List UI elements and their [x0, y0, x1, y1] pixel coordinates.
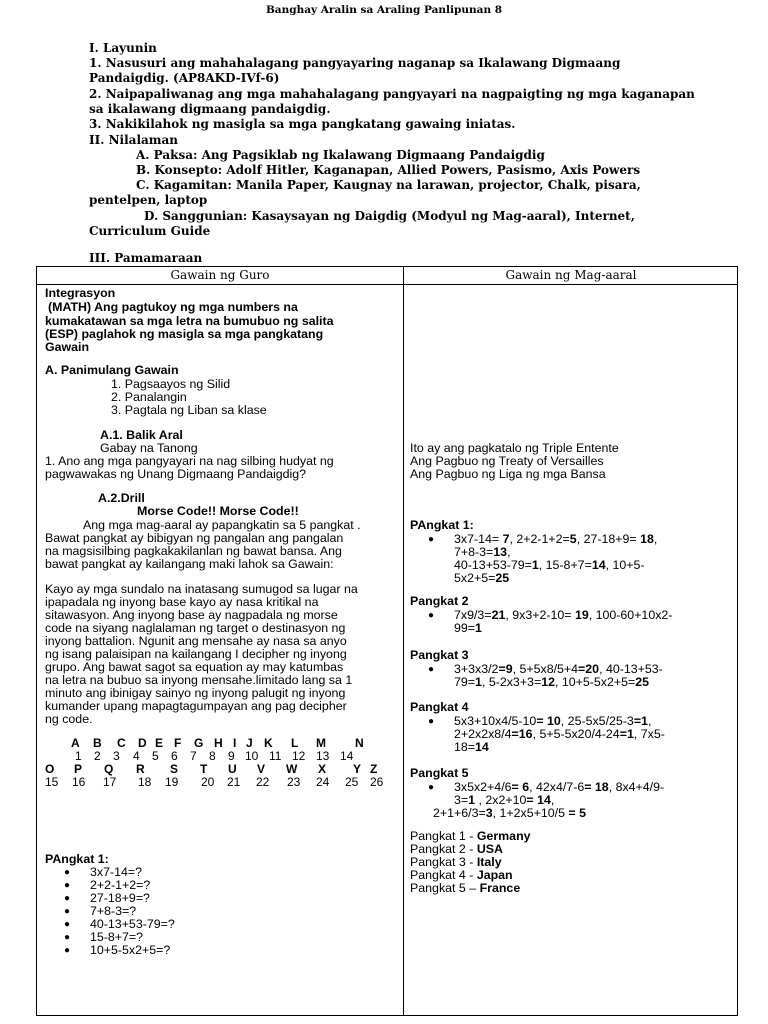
kagamitan-line-2: pentelpen, laptop — [89, 193, 208, 207]
code-letter: G — [194, 736, 204, 750]
section-nilalaman: II. Nilalaman — [89, 133, 178, 147]
scenario-line-7: grupo. Ang bawat sagot sa equation ay may katumbas — [45, 660, 344, 674]
question-item: 3x7-14=? — [90, 865, 143, 879]
answer-equation-line: 7+8-3=13, — [454, 545, 511, 559]
column-divider — [403, 267, 404, 1015]
scenario-line-11: ng code. — [45, 712, 93, 726]
integ-line-4: Gawain — [45, 340, 90, 354]
code-number: 19 — [165, 775, 179, 789]
integrasyon-heading: Integrasyon — [45, 286, 116, 300]
code-letter: B — [93, 736, 102, 750]
group-label: Pangkat 5 — [410, 766, 469, 780]
country-2: Pangkat 2 - USA — [410, 842, 503, 856]
answer-equation-line: 2+2x2x8/4=16, 5+5-5x20/4-24=1, 7x5- — [454, 727, 665, 741]
bullet-icon: ● — [64, 919, 71, 930]
country-4: Pangkat 4 - Japan — [410, 868, 513, 882]
objective-1-line-2: Pandaigdig. (AP8AKD-IVf-6) — [89, 71, 280, 85]
answer-equation-line: 3+3x3/2=9, 5+5x8/5+4=20, 40-13+53- — [454, 662, 663, 676]
code-letter: K — [264, 736, 273, 750]
panimula-item-1: 1. Pagsaayos ng Silid — [111, 377, 231, 391]
answer-line-2: Ang Pagbuo ng Treaty of Versailles — [410, 454, 604, 468]
scenario-line-4: code na siyang naglalaman ng target o destinasyon ng — [45, 621, 346, 635]
header-divider — [37, 284, 737, 285]
code-letter: S — [170, 762, 179, 776]
code-letter: J — [246, 736, 253, 750]
scenario-line-10: kumander upang mapagtagumpayan ang pag decipher — [45, 699, 347, 713]
code-number: 16 — [72, 775, 86, 789]
group-label: PAngkat 1: — [410, 518, 474, 532]
pangkat-1-label: PAngkat 1: — [45, 852, 109, 866]
gabay-na-tanong: Gabay na Tanong — [100, 441, 198, 455]
answer-equation-line: 5x2+5=25 — [454, 571, 510, 585]
scenario-line-9: minuto ang ibinigay sainyo ng inyong palugit ng inyong — [45, 686, 346, 700]
code-number: 17 — [103, 775, 117, 789]
code-letters-row-2 — [37, 762, 403, 776]
group-label: Pangkat 4 — [410, 700, 469, 714]
objective-1-line-1: 1. Nasusuri ang mahahalagang pangyayaring naganap sa Ikalawang Digmaang — [89, 56, 621, 70]
drill-line-1: Ang mga mag-aaral ay papangkatin sa 5 pangkat . — [83, 518, 361, 532]
code-number: 5 — [152, 749, 159, 763]
answer-line-1: Ito ay ang pagkatalo ng Triple Entente — [410, 441, 619, 455]
bullet-icon: ● — [428, 782, 435, 793]
procedure-table — [36, 266, 738, 1016]
country-3: Pangkat 3 - Italy — [410, 855, 502, 869]
integ-line-2: kumakatawan sa mga letra na bumubuo ng salita — [45, 314, 334, 328]
panimula-item-2: 2. Panalangin — [111, 390, 187, 404]
code-letter: D — [138, 736, 147, 750]
kagamitan-line-1: C. Kagamitan: Manila Paper, Kaugnay na larawan, projector, Chalk, pisara, — [136, 178, 641, 192]
code-letter: A — [71, 736, 80, 750]
answer-equation-line: 18=14 — [454, 740, 489, 754]
objective-3: 3. Nakikilahok ng masigla sa mga pangkatang gawaing iniatas. — [89, 117, 516, 131]
sanggunian-line-1: D. Sanggunian: Kasaysayan ng Daigdig (Modyul ng Mag-aaral), Internet, — [144, 209, 635, 223]
code-letter: H — [214, 736, 223, 750]
answer-equation-line: 3x5x2+4/6= 6, 42x4/7-6= 18, 8x4+4/9- — [454, 780, 665, 794]
code-number: 4 — [133, 749, 140, 763]
code-letter: F — [174, 736, 182, 750]
paksa: A. Paksa: Ang Pagsiklab ng Ikalawang Digmaang Pandaigdig — [136, 148, 545, 162]
code-number: 3 — [113, 749, 120, 763]
code-letter: I — [233, 736, 237, 750]
group-label: Pangkat 2 — [410, 594, 469, 608]
code-letter: Q — [104, 762, 114, 776]
question-line-1: 1. Ano ang mga pangyayari na nag silbing hudyat ng — [45, 454, 334, 468]
scenario-line-1: Kayo ay mga sundalo na inatasang sumugod sa lugar na — [45, 582, 358, 596]
code-letter: Y — [353, 762, 362, 776]
code-letters-row-1 — [37, 736, 403, 750]
integ-line-1: (MATH) Ang pagtukoy ng mga numbers na — [48, 300, 298, 314]
code-number: 10 — [245, 749, 259, 763]
bullet-icon: ● — [64, 880, 71, 891]
code-letter: N — [355, 736, 364, 750]
code-number: 1 — [75, 749, 82, 763]
code-number: 12 — [292, 749, 306, 763]
code-number: 11 — [269, 749, 282, 763]
code-number: 25 — [345, 775, 359, 789]
code-number: 22 — [256, 775, 270, 789]
answer-equation-line: 40-13+53-79=1, 15-8+7=14, 10+5- — [454, 558, 645, 572]
answer-equation-line: 5x3+10x4/5-10= 10, 25-5x5/25-3=1, — [454, 714, 652, 728]
integ-line-3: (ESP) paglahok ng masigla sa mga pangkatang — [45, 327, 324, 341]
question-item: 40-13+53-79=? — [90, 917, 175, 931]
question-line-2: pagwawakas ng Unang Digmaang Pandaigdig? — [45, 467, 307, 481]
answer-equation-line: 7x9/3=21, 9x3+2-10= 19, 100-60+10x2- — [454, 608, 673, 622]
bullet-icon: ● — [64, 932, 71, 943]
answer-equation-line: 79=1, 5-2x3+3=12, 10+5-5x2+5=25 — [454, 675, 650, 689]
drill-line-2: Bawat pangkat ay bibigyan ng pangalan ang pangalan — [45, 531, 344, 545]
code-letter: X — [318, 762, 327, 776]
panimula-item-3: 3. Pagtala ng Liban sa klase — [111, 403, 267, 417]
code-number: 15 — [45, 775, 59, 789]
scenario-line-5: inyong battalion. Ngunit ang mensahe ay nasa sa anyo — [45, 634, 347, 648]
bullet-icon: ● — [428, 610, 435, 621]
code-number: 20 — [201, 775, 215, 789]
answer-equation-line: 99=1 — [454, 621, 482, 635]
code-number: 26 — [370, 775, 384, 789]
bullet-icon: ● — [428, 664, 435, 675]
code-letter: O — [45, 762, 55, 776]
code-letter: W — [286, 762, 298, 776]
answer-line-3: Ang Pagbuo ng Liga ng mga Bansa — [410, 467, 606, 481]
bullet-icon: ● — [64, 945, 71, 956]
code-numbers-row-2 — [37, 775, 403, 789]
code-letter: C — [117, 736, 126, 750]
col-header-mag-aaral: Gawain ng Mag-aaral — [505, 268, 637, 282]
answer-equation-line: 3=1 , 2x2+10= 14, — [454, 793, 555, 807]
code-letter: Z — [370, 762, 378, 776]
code-number: 24 — [316, 775, 330, 789]
code-number: 9 — [228, 749, 235, 763]
balik-aral-heading: A.1. Balik Aral — [100, 428, 183, 442]
code-number: 6 — [171, 749, 178, 763]
code-number: 18 — [138, 775, 152, 789]
bullet-icon: ● — [428, 534, 435, 545]
scenario-line-6: ng isang palaisipan na kailangang I decipher ng inyong — [45, 647, 347, 661]
objective-2-line-1: 2. Naipapaliwanag ang mga mahahalagang pangyayari na nagpaigting ng mga kaganapan — [89, 87, 695, 101]
question-item: 27-18+9=? — [90, 891, 150, 905]
question-item: 10+5-5x2+5=? — [90, 943, 171, 957]
code-letter: M — [316, 736, 326, 750]
code-letter: P — [74, 762, 83, 776]
col-header-guro: Gawain ng Guro — [170, 268, 270, 282]
drill-line-3: na magsisilbing pagkakakilanlan ng bawat bansa. Ang — [45, 544, 342, 558]
section-pamamaraan: III. Pamamaraan — [89, 251, 203, 265]
code-letter: L — [291, 736, 299, 750]
question-item: 15-8+7=? — [90, 930, 144, 944]
scenario-line-2: ipapadala ng inyong base kayo ay nasa kritikal na — [45, 595, 319, 609]
code-letter: R — [136, 762, 145, 776]
drill-line-4: bawat pangkat ay kailangang maki lahok sa Gawain: — [45, 557, 334, 571]
code-letter: V — [257, 762, 266, 776]
document-title: Banghay Aralin sa Araling Panlipunan 8 — [265, 4, 503, 16]
answer-equation-line: 2+1+6/3=3, 1+2x5+10/5 = 5 — [433, 806, 586, 820]
question-item: 2+2-1+2=? — [90, 878, 151, 892]
country-1: Pangkat 1 - Germany — [410, 829, 531, 843]
answer-equation-line: 3x7-14= 7, 2+2-1+2=5, 27-18+9= 18, — [454, 532, 658, 546]
objective-2-line-2: sa ikalawang digmaang pandaigdig. — [89, 102, 331, 116]
bullet-icon: ● — [64, 867, 71, 878]
code-number: 2 — [94, 749, 101, 763]
morse-code-title: Morse Code!! Morse Code!! — [137, 504, 299, 518]
code-number: 7 — [190, 749, 197, 763]
scenario-line-3: sitawasyon. Ang inyong base ay nagpadala ng morse — [45, 608, 338, 622]
code-number: 23 — [287, 775, 301, 789]
konsepto: B. Konsepto: Adolf Hitler, Kaganapan, Allied Powers, Pasismo, Axis Powers — [136, 163, 641, 177]
drill-heading: A.2.Drill — [98, 491, 145, 505]
code-number: 13 — [316, 749, 330, 763]
code-number: 14 — [340, 749, 354, 763]
code-letter: U — [228, 762, 237, 776]
code-letter: T — [200, 762, 208, 776]
code-number: 8 — [209, 749, 216, 763]
code-numbers-row-1 — [37, 749, 403, 763]
panimulang-gawain-heading: A. Panimulang Gawain — [45, 363, 179, 377]
question-item: 7+8-3=? — [90, 904, 137, 918]
code-letter: E — [155, 736, 164, 750]
sanggunian-line-2: Curriculum Guide — [89, 224, 211, 238]
bullet-icon: ● — [64, 893, 71, 904]
bullet-icon: ● — [428, 716, 435, 727]
country-5: Pangkat 5 – France — [410, 881, 521, 895]
bullet-icon: ● — [64, 906, 71, 917]
group-label: Pangkat 3 — [410, 648, 469, 662]
scenario-line-8: na letra na bubuo sa inyong mensahe.limitado lang sa 1 — [45, 673, 353, 687]
code-number: 21 — [227, 775, 241, 789]
section-layunin: I. Layunin — [89, 41, 157, 55]
